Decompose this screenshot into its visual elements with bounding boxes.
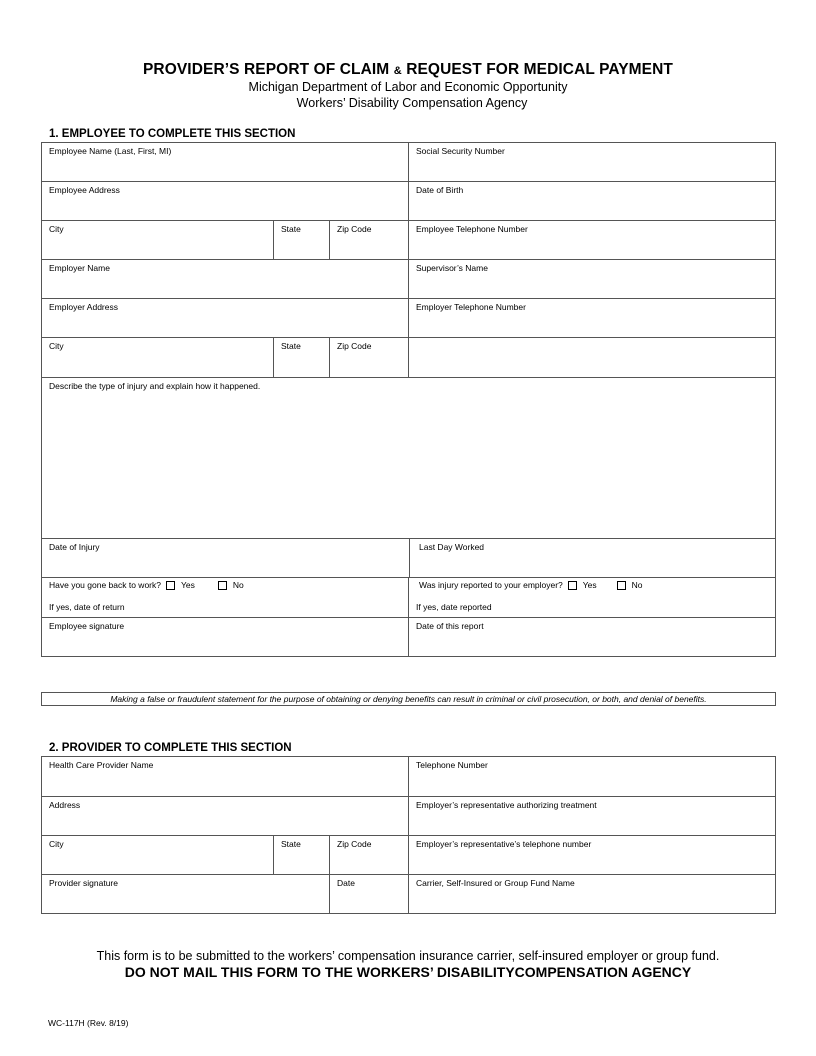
last-day-worked-field[interactable] [409,538,776,578]
title-part1: PROVIDER’S REPORT OF CLAIM [142,61,390,78]
state-label: State [281,839,301,849]
employee-zip-field[interactable] [329,220,409,260]
employer-name-label: Employer Name [49,263,110,273]
injury-reported-yes-checkbox[interactable] [568,581,577,590]
supervisor-field[interactable] [408,259,776,299]
ssn-field[interactable] [408,142,776,182]
agency-line1: Michigan Department of Labor and Economic Opportunity [248,80,568,94]
employer-phone-label: Employer Telephone Number [416,302,526,312]
provider-date-label: Date [337,878,355,888]
form-title [0,61,816,79]
carrier-label: Carrier, Self-Insured or Group Fund Name [416,878,575,888]
employee-name-label: Employee Name (Last, First, MI) [49,146,172,156]
provider-city-field[interactable] [41,835,274,875]
employee-phone-label: Employee Telephone Number [416,224,528,234]
title-part2: REQUEST FOR MEDICAL PAYMENT [406,61,673,78]
blank-field [408,337,776,378]
injury-reported-question [419,580,643,590]
ssn-label: Social Security Number [416,146,505,156]
injury-description-label: Describe the type of injury and explain how it happened. [49,381,261,391]
zip-label: Zip Code [337,224,372,234]
employee-city-field[interactable] [41,220,274,260]
injury-reported-label: Was injury reported to your employer? [419,580,563,590]
provider-state-field[interactable] [273,835,330,875]
date-of-return-label: If yes, date of return [49,602,125,612]
rep-authorizing-field[interactable] [408,796,776,836]
fraud-warning: Making a false or fraudulent statement for the purpose of obtaining or denying benefits can result in criminal or civil prosecution, or both, and denial of benefits. [41,692,776,706]
dob-field[interactable] [408,181,776,221]
last-day-worked-label: Last Day Worked [419,542,485,552]
back-to-work-yes-checkbox[interactable] [166,581,175,590]
provider-name-field[interactable] [41,756,409,797]
employer-phone-field[interactable] [408,298,776,338]
date-reported-label: If yes, date reported [416,602,492,612]
date-of-injury-label: Date of Injury [49,542,100,552]
employee-phone-field[interactable] [408,220,776,260]
dob-label: Date of Birth [416,185,464,195]
back-to-work-no-checkbox[interactable] [218,581,227,590]
employee-address-field[interactable] [41,181,409,221]
rep-phone-label: Employer’s representative’s telephone number [416,839,592,849]
provider-date-field[interactable] [329,874,409,914]
employer-name-field[interactable] [41,259,409,299]
provider-address-field[interactable] [41,796,409,836]
provider-signature-field[interactable] [41,874,330,914]
provider-phone-label: Telephone Number [416,760,488,770]
injury-reported-no-checkbox[interactable] [617,581,626,590]
yes-label: Yes [582,580,597,590]
city-label: City [49,341,64,351]
agency-line2: Workers’ Disability Compensation Agency [296,96,528,110]
employer-address-label: Employer Address [49,302,118,312]
no-label: No [631,580,643,590]
zip-label: Zip Code [337,341,372,351]
yes-label: Yes [180,580,195,590]
employee-signature-label: Employee signature [49,621,125,631]
submission-note: This form is to be submitted to the workers’ compensation insurance carrier, self-insured employer or group fund. [96,949,720,963]
employee-name-field[interactable] [41,142,409,182]
title-amp: & [393,65,402,77]
date-of-report-field[interactable] [408,617,776,657]
do-not-mail-notice: DO NOT MAIL THIS FORM TO THE WORKERS’ DISABILITYCOMPENSATION AGENCY [124,964,692,980]
city-label: City [49,839,64,849]
state-label: State [281,224,301,234]
date-of-injury-field[interactable] [41,538,410,578]
city-label: City [49,224,64,234]
employer-state-field[interactable] [273,337,330,378]
injury-description-field[interactable] [41,377,776,539]
provider-phone-field[interactable] [408,756,776,797]
employee-address-label: Employee Address [49,185,120,195]
supervisor-label: Supervisor’s Name [416,263,488,273]
state-label: State [281,341,301,351]
provider-address-label: Address [49,800,81,810]
rep-phone-field[interactable] [408,835,776,875]
form-number: WC-117H (Rev. 8/19) [48,1018,129,1028]
section2-heading: 2. PROVIDER TO COMPLETE THIS SECTION [49,742,292,754]
provider-signature-label: Provider signature [49,878,118,888]
section1-heading: 1. EMPLOYEE TO COMPLETE THIS SECTION [49,128,296,140]
zip-label: Zip Code [337,839,372,849]
employer-address-field[interactable] [41,298,409,338]
employer-city-field[interactable] [41,337,274,378]
date-of-report-label: Date of this report [416,621,484,631]
rep-authorizing-label: Employer’s representative authorizing treatment [416,800,597,810]
back-to-work-label: Have you gone back to work? [49,580,161,590]
provider-name-label: Health Care Provider Name [49,760,154,770]
employee-signature-field[interactable] [41,617,409,657]
carrier-field[interactable] [408,874,776,914]
no-label: No [232,580,244,590]
back-to-work-question [49,580,244,590]
provider-zip-field[interactable] [329,835,409,875]
employer-zip-field[interactable] [329,337,409,378]
employee-state-field[interactable] [273,220,330,260]
